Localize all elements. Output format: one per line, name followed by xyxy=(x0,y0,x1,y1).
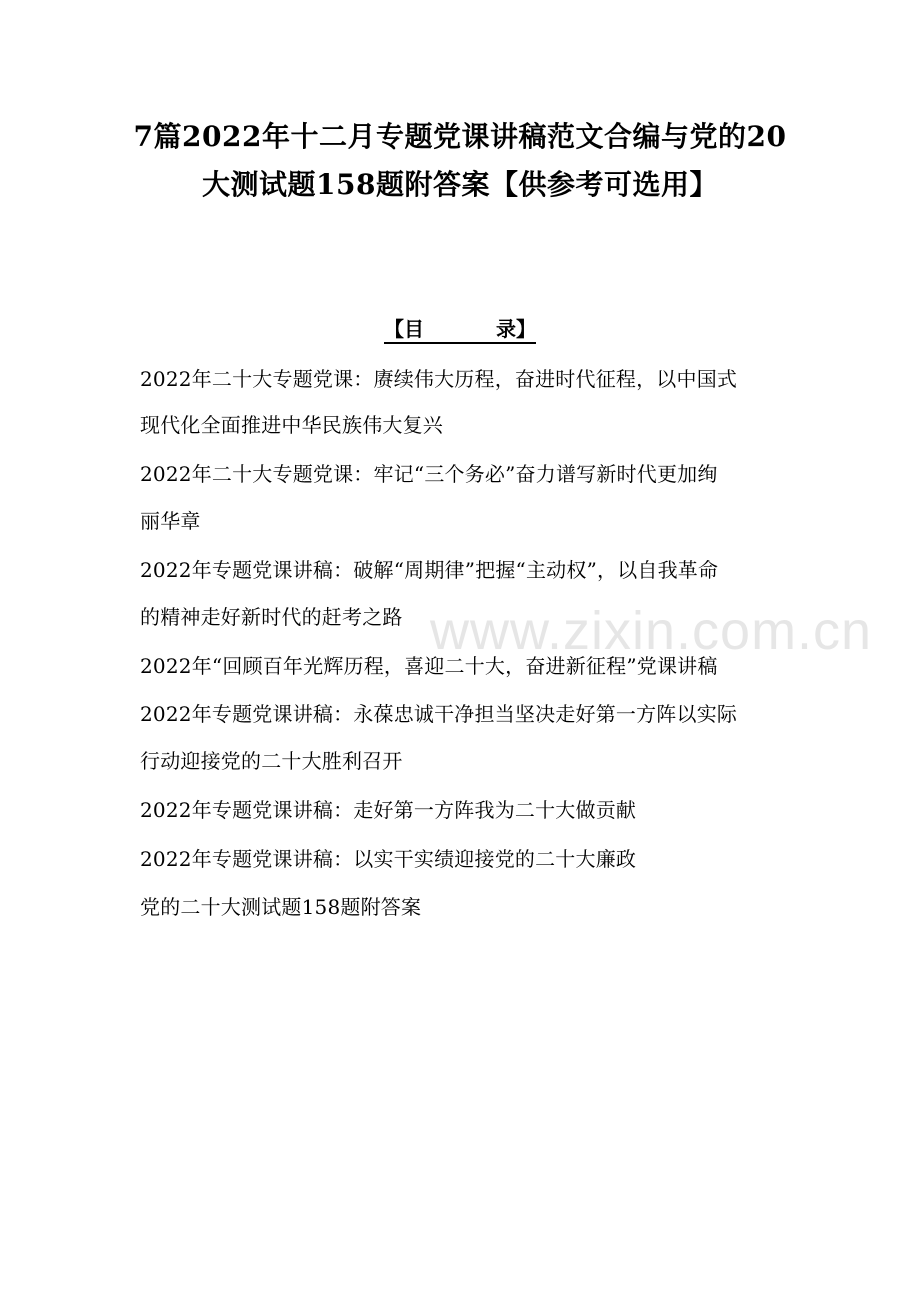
toc-entry-5-line-2[interactable]: 行动迎接党的二十大胜利召开 xyxy=(140,749,403,773)
document-title-line-1: 7篇2022年十二月专题党课讲稿范文合编与党的20 xyxy=(133,120,787,153)
toc-entry-1-line-2[interactable]: 现代化全面推进中华民族伟大复兴 xyxy=(140,413,443,437)
toc-heading-left: 【目 xyxy=(384,317,424,341)
toc-entry-3-line-1[interactable]: 2022年专题党课讲稿：破解“周期律”把握“主动权”，以自我革命 xyxy=(140,558,719,582)
toc-entry-5-line-1[interactable]: 2022年专题党课讲稿：永葆忠诚干净担当坚决走好第一方阵以实际 xyxy=(140,702,738,726)
toc-entry-1-line-1[interactable]: 2022年二十大专题党课：赓续伟大历程，奋进时代征程，以中国式 xyxy=(140,367,738,391)
toc-entry-2-line-2[interactable]: 丽华章 xyxy=(140,509,201,533)
toc-heading-right: 录】 xyxy=(496,317,536,341)
toc-entry-4[interactable]: 2022年“回顾百年光辉历程，喜迎二十大，奋进新征程”党课讲稿 xyxy=(140,654,718,678)
toc-entry-7[interactable]: 2022年专题党课讲稿：以实干实绩迎接党的二十大廉政 xyxy=(140,847,637,871)
toc-heading xyxy=(384,314,536,344)
toc-entry-8[interactable]: 党的二十大测试题158题附答案 xyxy=(140,895,422,919)
toc-entry-2-line-1[interactable]: 2022年二十大专题党课：牢记“三个务必”奋力谱写新时代更加绚 xyxy=(140,462,718,486)
watermark-text: www.zixin.com.cn xyxy=(430,601,873,661)
document-title-line-2: 大测试题158题附答案【供参考可选用】 xyxy=(202,168,718,201)
toc-entry-3-line-2[interactable]: 的精神走好新时代的赶考之路 xyxy=(140,605,403,629)
toc-entry-6[interactable]: 2022年专题党课讲稿：走好第一方阵我为二十大做贡献 xyxy=(140,798,637,822)
